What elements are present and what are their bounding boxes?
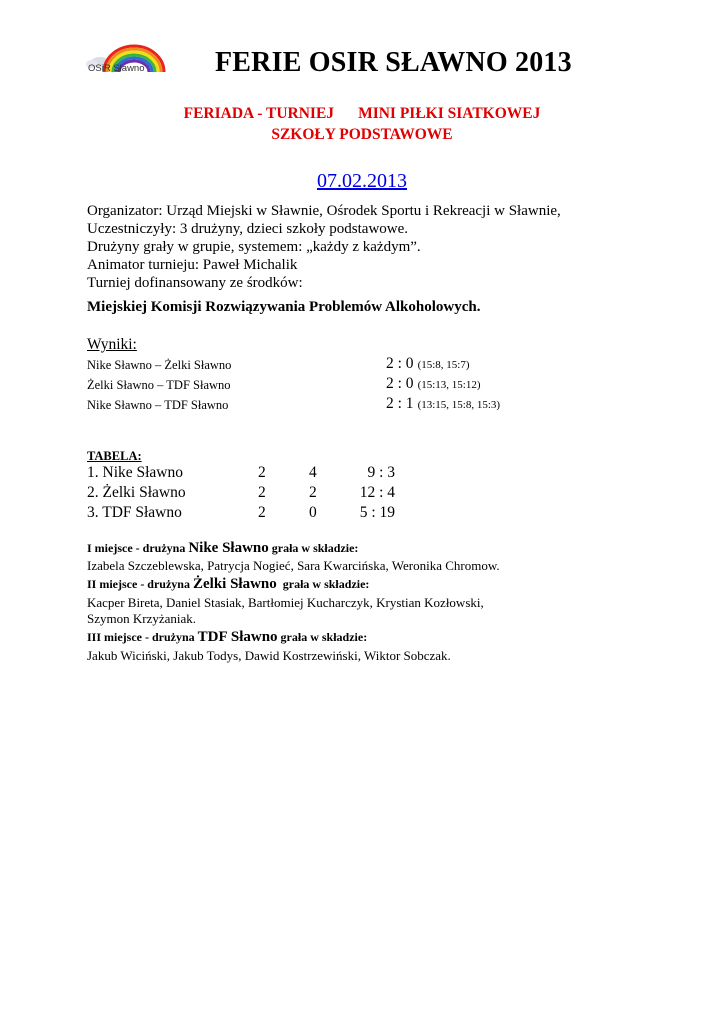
team-sets: 5 : 19 [359,504,395,521]
placement-team: Nike Sławno [188,540,269,556]
match-score-row [386,395,500,413]
team-name: 2. Żelki Sławno [87,484,186,501]
event-subtitle-part1: FERIADA - TURNIEJ [183,105,335,122]
match-teams: Nike Sławno – Żelki Sławno [87,358,232,372]
match-score-row [386,355,470,373]
team-games: 2 [258,484,266,501]
info-funding: Turniej dofinansowany ze środków: [87,275,303,291]
placement-team: Żelki Sławno [192,576,277,592]
event-subtitle-line2: SZKOŁY PODSTAWOWE [271,126,453,143]
rainbow-logo-icon [82,40,177,80]
match-score: 2 : 0 [386,355,414,372]
placement-prefix: III miejsce - drużyna [87,630,195,644]
info-participants: Uczestniczyły: 3 drużyny, dzieci szkoły podstawowe. [87,221,409,237]
placement-heading [87,629,367,646]
match-sets: (15:13, 15:12) [417,379,481,391]
match-teams: Żelki Sławno – TDF Sławno [87,378,231,392]
info-funding-source: Miejskiej Komisji Rozwiązywania Problemów Alkoholowych. [87,299,481,315]
page-title: FERIE OSIR SŁAWNO 2013 [215,47,572,78]
placement-prefix: I miejsce - drużyna [87,541,186,555]
placement-players: Szymon Krzyżaniak. [87,611,197,626]
placement-heading [87,576,369,593]
placement-heading [87,540,358,557]
match-score-row [386,375,481,393]
placement-prefix: II miejsce - drużyna [87,577,190,591]
team-games: 2 [258,464,266,481]
logo-text: OSiR Sławno [88,63,145,74]
event-date: 07.02.2013 [317,170,407,192]
event-subtitle-part2: MINI PIŁKI SIATKOWEJ [358,105,541,122]
team-points: 0 [309,504,317,521]
placement-players: Kacper Bireta, Daniel Stasiak, Bartłomiej Kucharczyk, Krystian Kozłowski, [87,595,484,610]
info-system: Drużyny grały w grupie, systemem: „każdy z każdym”. [87,239,421,255]
table-heading: TABELA: [87,449,142,463]
placement-team: TDF Sławno [197,629,278,645]
placement-players: Izabela Szczeblewska, Patrycja Nogieć, Sara Kwarcińska, Weronika Chromow. [87,558,500,573]
team-name: 1. Nike Sławno [87,464,184,481]
match-score: 2 : 1 [386,395,414,412]
team-games: 2 [258,504,266,521]
team-points: 4 [309,464,317,481]
placement-suffix: grała w składzie: [280,630,368,644]
results-heading: Wyniki: [87,336,137,353]
team-sets: 12 : 4 [359,484,395,501]
info-animator: Animator turnieju: Paweł Michalik [87,257,298,273]
match-score: 2 : 0 [386,375,414,392]
team-name: 3. TDF Sławno [87,504,182,521]
placement-suffix: grała w składzie: [279,577,370,591]
match-teams: Nike Sławno – TDF Sławno [87,398,229,412]
info-organizer: Organizator: Urząd Miejski w Sławnie, Ośrodek Sportu i Rekreacji w Sławnie, [87,203,561,219]
placement-suffix: grała w składzie: [271,541,359,555]
team-points: 2 [309,484,317,501]
match-sets: (13:15, 15:8, 15:3) [417,399,501,411]
placement-players: Jakub Wiciński, Jakub Todys, Dawid Kostrzewiński, Wiktor Sobczak. [87,648,451,663]
match-sets: (15:8, 15:7) [417,359,470,371]
event-subtitle-line1 [0,105,724,123]
team-sets: 9 : 3 [367,464,395,481]
